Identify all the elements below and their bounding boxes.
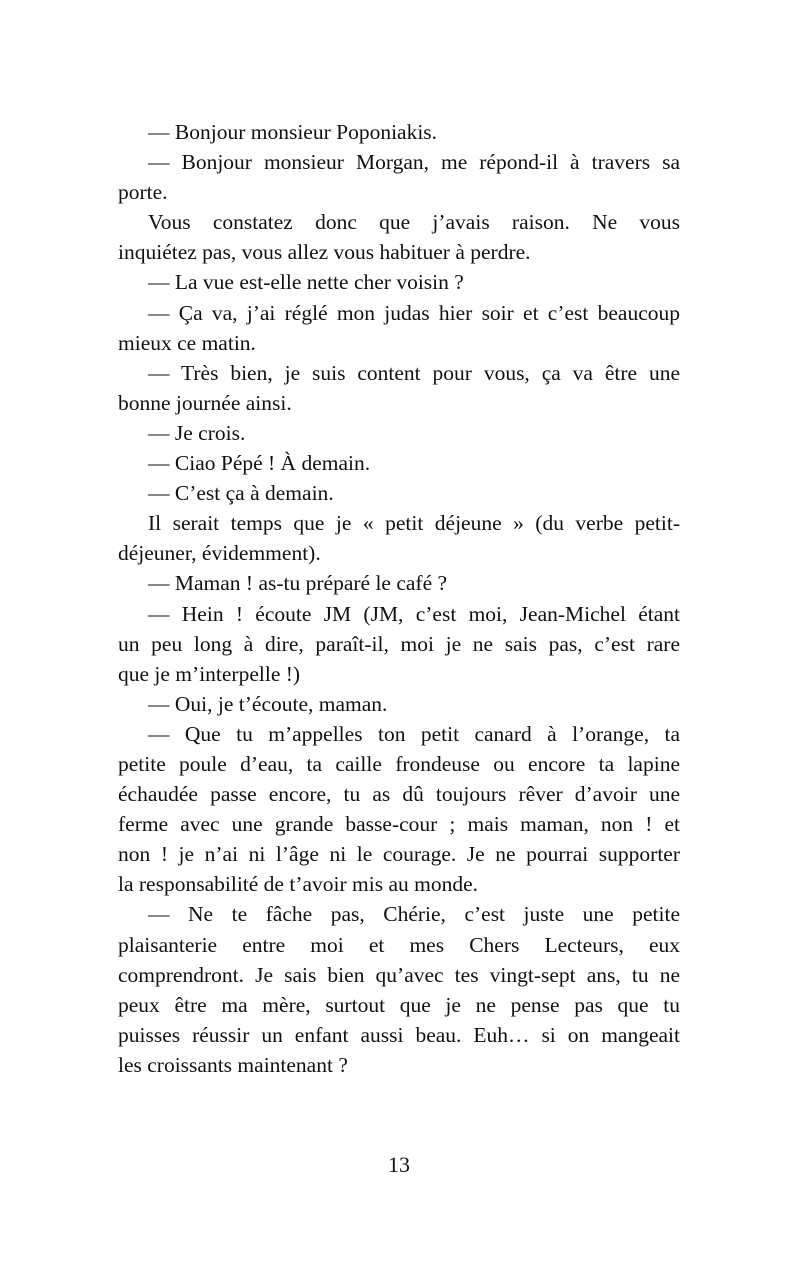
text-line: que je m’interpelle !) <box>118 661 301 686</box>
text-line: inquiétez pas, vous allez vous habituer à perdre. <box>118 240 531 265</box>
body-text <box>118 117 680 1080</box>
text-line: — Oui, je t’écoute, maman. <box>148 691 388 716</box>
text-line: — Bonjour monsieur Poponiakis. <box>148 120 438 144</box>
text-line: — Très bien, je suis content pour vous, ça va être une <box>148 360 680 385</box>
text-line: — Que tu m’appelles ton petit canard à l’orange, ta <box>148 721 680 746</box>
text-line: les croissants maintenant ? <box>118 1052 348 1077</box>
text-line: — Ciao Pépé ! À demain. <box>148 451 371 476</box>
text-line: peux être ma mère, surtout que je ne pense pas que tu <box>118 992 680 1017</box>
text-line: — Ça va, j’ai réglé mon judas hier soir et c’est beaucoup <box>148 300 680 325</box>
text-line: comprendront. Je sais bien qu’avec tes vingt-sept ans, tu ne <box>118 962 680 987</box>
text-line: — Maman ! as-tu préparé le café ? <box>148 571 448 596</box>
text-line: mieux ce matin. <box>118 330 256 355</box>
text-line: — Je crois. <box>148 420 246 445</box>
text-line: — Bonjour monsieur Morgan, me répond-il à travers sa <box>148 150 680 175</box>
page-number: 13 <box>388 1152 410 1177</box>
text-line: la responsabilité de t’avoir mis au monde. <box>118 872 479 897</box>
text-line: puisses réussir un enfant aussi beau. Euh… si on mangeait <box>118 1022 680 1047</box>
text-line: non ! je n’ai ni l’âge ni le courage. Je ne pourrai supporter <box>118 842 680 867</box>
text-line: — Hein ! écoute JM (JM, c’est moi, Jean-Michel étant <box>148 601 680 626</box>
text-line: — Ne te fâche pas, Chérie, c’est juste une petite <box>148 902 680 927</box>
text-line: — C’est ça à demain. <box>148 481 334 506</box>
text-line: Il serait temps que je « petit déjeune » (du verbe petit- <box>148 511 680 536</box>
text-line: Vous constatez donc que j’avais raison. Ne vous <box>148 210 680 235</box>
text-line: un peu long à dire, paraît-il, moi je ne sais pas, c’est rare <box>118 631 680 656</box>
text-line: petite poule d’eau, ta caille frondeuse ou encore ta lapine <box>118 751 680 776</box>
text-line: — La vue est-elle nette cher voisin ? <box>148 270 464 295</box>
text-line: ferme avec une grande basse-cour ; mais maman, non ! et <box>118 812 680 837</box>
text-line: plaisanterie entre moi et mes Chers Lecteurs, eux <box>118 932 680 957</box>
text-line: bonne journée ainsi. <box>118 390 292 415</box>
text-line: échaudée passe encore, tu as dû toujours rêver d’avoir une <box>118 782 680 807</box>
text-line: déjeuner, évidemment). <box>118 541 321 566</box>
text-line: porte. <box>118 180 168 205</box>
